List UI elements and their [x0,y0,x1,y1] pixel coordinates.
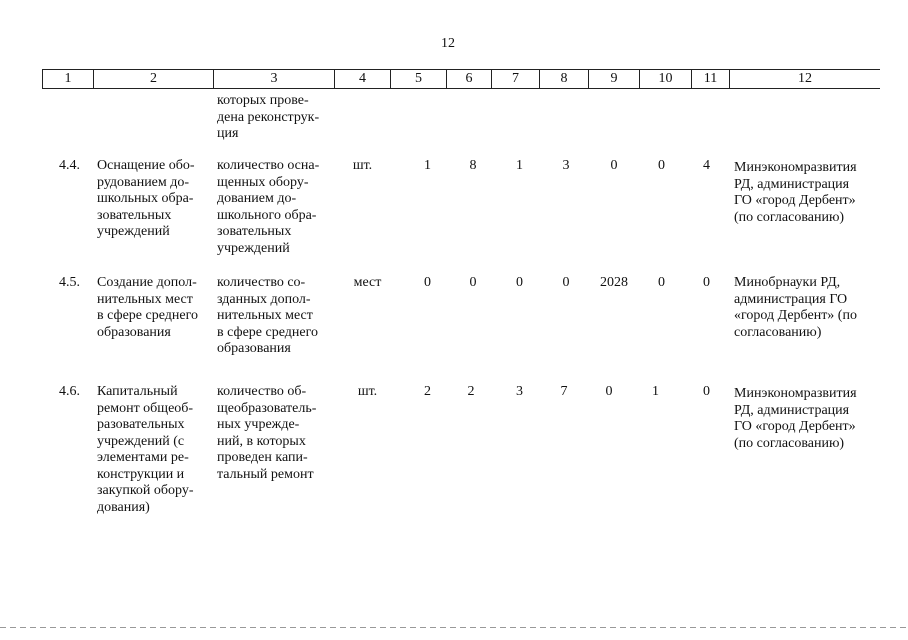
indicator-description: количество со- зданных допол- нительных мест в сфере среднего образования [217,275,318,356]
value-col-5: 2 [424,384,431,399]
header-cell-col-11: 11 [703,71,718,86]
header-cell-col-5: 5 [415,71,422,86]
unit-of-measure: мест [353,275,382,290]
row-number: 4.4. [59,158,80,173]
header-cell-col-6: 6 [465,71,473,86]
value-col-11: 0 [703,275,710,290]
value-col-10: 0 [658,158,665,173]
indicator-description: количество об- щеобразователь- ных учрежде- ний, в которых проведен капи- тальный ремонт [217,384,317,482]
value-col-11: 0 [703,384,710,399]
header-cell-col-3: 3 [270,71,278,86]
value-col-7: 1 [516,158,523,173]
value-col-5: 0 [424,275,431,290]
header-cell-col-4: 4 [359,71,366,86]
indicator-description: количество осна- щенных обору- дованием до- школьного обра- зовательных учреждений [217,158,320,256]
value-col-7: 3 [516,384,523,399]
header-cell-col-10: 10 [658,71,673,86]
header-cell-col-8: 8 [560,71,568,86]
header-bottom-rule [42,88,880,89]
unit-of-measure: шт. [352,158,373,173]
header-cell-col-12: 12 [798,71,812,86]
value-col-8: 7 [560,384,568,399]
value-col-10: 0 [658,275,665,290]
header-cell-col-9: 9 [610,71,618,86]
row-number: 4.6. [59,384,80,399]
value-col-9: 2028 [600,275,628,290]
value-col-9: 0 [610,158,618,173]
value-col-8: 3 [562,158,570,173]
event-description: Капитальный ремонт общеоб- разовательных учреждений (с элементами ре- конструкции и закупкой обору- дования) [97,384,194,515]
responsible-party: Минобрнауки РД, администрация ГО «город Дербент» (по согласованию) [734,275,857,340]
value-col-8: 0 [562,275,570,290]
header-cell-col-2: 2 [150,71,157,86]
value-col-7: 0 [516,275,523,290]
responsible-party: Минэкономразвития РД, администрация ГО «город Дербент» (по согласованию) [734,386,857,451]
value-col-5: 1 [424,158,431,173]
event-description: Оснащение обо- рудованием до- школьных обра- зовательных учреждений [97,158,195,239]
continuation-indicator-text: которых прове- дена реконструк- ция [217,93,320,141]
value-col-6: 2 [467,384,475,399]
event-description: Создание допол- нительных мест в сфере среднего образования [97,275,198,340]
row-number: 4.5. [59,275,80,290]
value-col-11: 4 [703,158,710,173]
scan-bottom-edge [0,627,908,628]
value-col-10: 1 [652,384,659,399]
value-col-6: 8 [469,158,477,173]
page-number: 12 [441,36,455,51]
header-cell-col-1: 1 [64,71,72,86]
value-col-9: 0 [605,384,613,399]
unit-of-measure: шт. [357,384,378,399]
header-cell-col-7: 7 [512,71,519,86]
value-col-6: 0 [469,275,477,290]
responsible-party: Минэкономразвития РД, администрация ГО «город Дербент» (по согласованию) [734,160,857,225]
